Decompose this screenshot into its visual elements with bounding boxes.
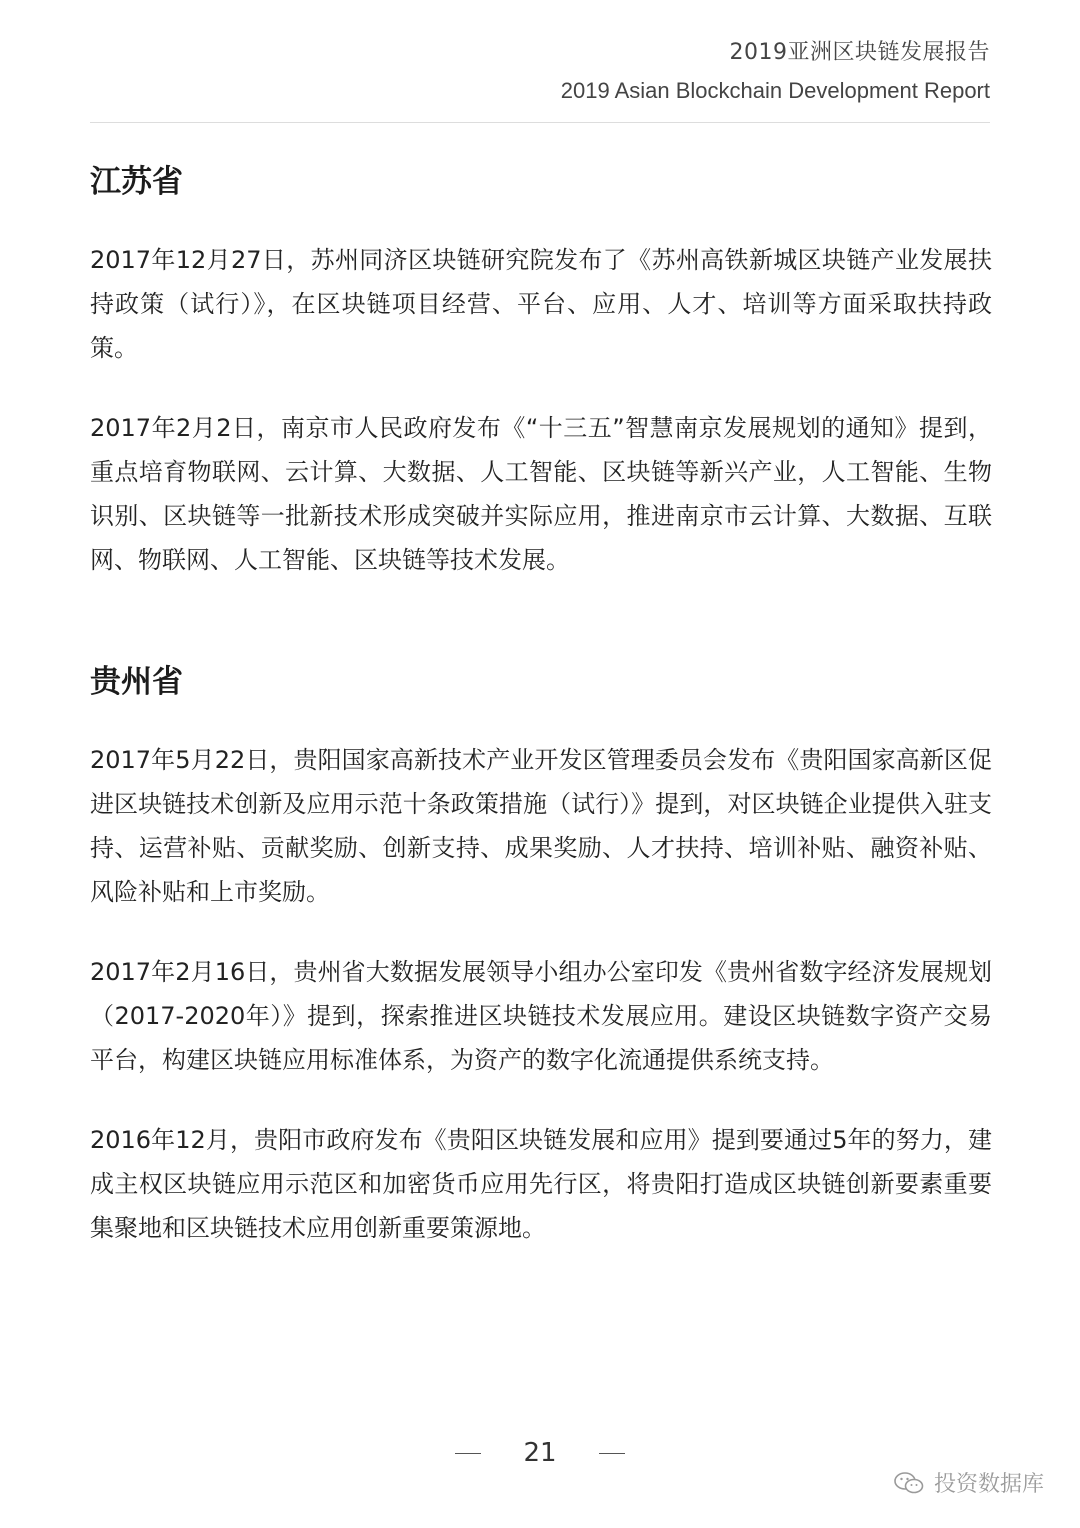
header-title-cn: 2019亚洲区块链发展报告	[729, 40, 990, 65]
paragraph: 2017年5月22日，贵阳国家高新技术产业开发区管理委员会发布《贵阳国家高新区促进区块链技术创新及应用示范十条政策措施（试行）》提到，对区块链企业提供入驻支持、运营补贴、贡献奖励、创新支持、成果奖励、人才扶持、培训补贴、融资补贴、风险补贴和上市奖励。	[90, 746, 992, 906]
paragraph: 2017年2月2日，南京市人民政府发布《“十三五”智慧南京发展规划的通知》提到，重点培育物联网、云计算、大数据、人工智能、区块链等新兴产业，人工智能、生物识别、区块链等一批新技术形成突破并实际应用，推进南京市云计算、大数据、互联网、物联网、人工智能、区块链等技术发展。	[90, 414, 992, 574]
header-divider	[90, 122, 990, 123]
wechat-icon	[894, 1472, 924, 1494]
footer-dash-right	[599, 1453, 625, 1454]
page-number: 21	[523, 1438, 557, 1468]
wechat-watermark	[894, 1467, 1044, 1498]
paragraph: 2017年2月16日，贵州省大数据发展领导小组办公室印发《贵州省数字经济发展规划（2017-2020年）》提到，探索推进区块链技术发展应用。建设区块链数字资产交易平台，构建区块链应用标准体系，为资产的数字化流通提供系统支持。	[90, 958, 992, 1074]
footer-dash-left	[455, 1453, 481, 1454]
header-title-en: 2019 Asian Blockchain Development Report	[560, 78, 990, 103]
report-header	[561, 34, 990, 110]
page-content	[90, 160, 992, 1250]
page-footer	[0, 1438, 1080, 1468]
section-title-jiangsu: 江苏省	[90, 164, 183, 200]
paragraph: 2016年12月，贵阳市政府发布《贵阳区块链发展和应用》提到要通过5年的努力，建成主权区块链应用示范区和加密货币应用先行区，将贵阳打造成区块链创新要素重要集聚地和区块链技术应用创新重要策源地。	[90, 1126, 992, 1242]
paragraph: 2017年12月27日，苏州同济区块链研究院发布了《苏州高铁新城区块链产业发展扶持政策（试行）》，在区块链项目经营、平台、应用、人才、培训等方面采取扶持政策。	[90, 246, 992, 362]
watermark-text: 投资数据库	[933, 1472, 1044, 1497]
section-title-guizhou: 贵州省	[90, 664, 183, 700]
